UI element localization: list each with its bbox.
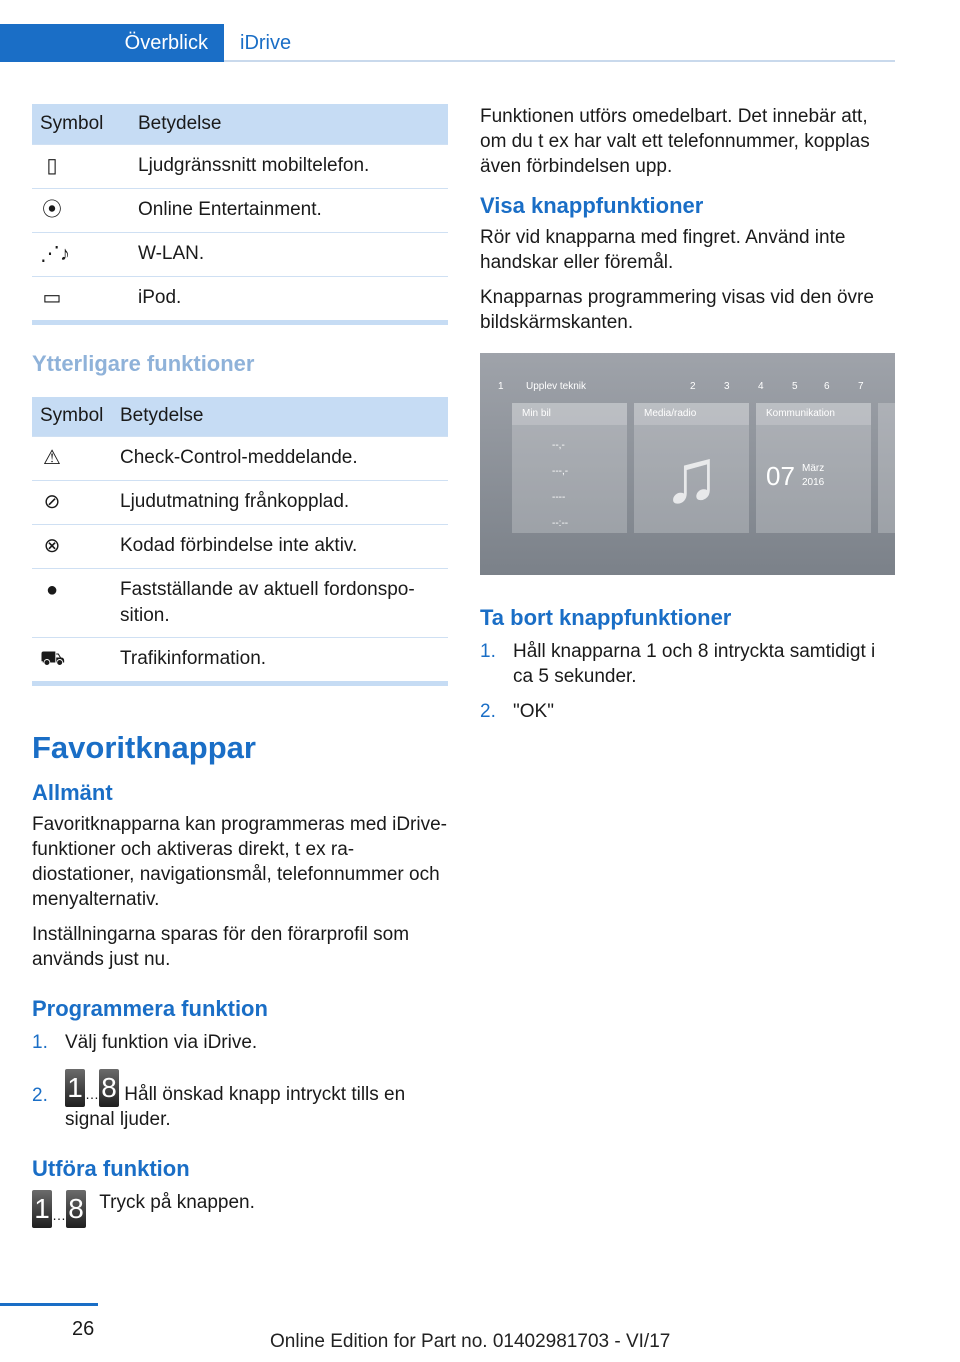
more-symbol-table	[32, 397, 448, 687]
favorites-title: Favoritknappar	[32, 730, 256, 765]
table-row: ⊘ Ljudutmatning frånkopplad.	[32, 481, 448, 525]
execute-heading: Utföra funktion	[32, 1156, 190, 1181]
symbol-table	[32, 104, 448, 325]
general-paragraph-1: Favoritknapparna kan programmeras med iDrive-funktioner och aktiveras direkt, t ex ra-diostationer, navigationsmål, telefonnummer och menyalternativ.	[32, 814, 447, 910]
online-entertainment-icon: ⦿	[42, 198, 62, 221]
ipod-icon: ▭	[42, 286, 62, 309]
edition-text: Online Edition for Part no. 01402981703 - VI/17	[270, 1331, 671, 1352]
warning-icon: ⚠	[43, 447, 61, 469]
header-tabs	[0, 24, 895, 62]
tile-media: Media/radio ♫	[634, 403, 749, 533]
col-symbol-header: Symbol	[32, 397, 112, 437]
favorite-key-1-icon: 1	[65, 1069, 85, 1107]
phone-icon: ▯	[46, 154, 58, 177]
table-row: ⦿ Online Entertainment.	[32, 188, 448, 232]
table-row: ⋰♪ W-LAN.	[32, 232, 448, 276]
show-paragraph-1: Rör vid knapparna med fingret. Använd inte handskar eller föremål.	[480, 227, 846, 273]
table-row: ⛟ Trafikinformation.	[32, 638, 448, 684]
footer-rule	[0, 1303, 98, 1306]
table-row: ⊗ Kodad förbindelse inte aktiv.	[32, 525, 448, 569]
remove-steps	[480, 639, 896, 724]
table-row: ⚠ Check-Control-meddelande.	[32, 437, 448, 481]
table-row: ● Fastställande av aktuell fordonspo-sition.	[32, 569, 448, 638]
tab-idrive[interactable]: iDrive	[240, 32, 292, 54]
favorite-key-1-icon: 1	[32, 1190, 52, 1228]
tile-partial	[878, 403, 895, 533]
favorite-key-8-icon: 8	[66, 1190, 86, 1228]
favorite-bar: 1 Upplev teknik 2 3 4 5 6 7	[498, 381, 864, 392]
music-note-icon: ♫	[663, 434, 720, 519]
list-item: 2. "OK"	[480, 701, 554, 722]
traffic-icon: ⛟	[40, 648, 66, 670]
list-item: 1. Välj funktion via iDrive.	[32, 1032, 258, 1053]
list-item: 2. 1 …8 Håll önskad knapp intryckt tills en signal ljuder.	[32, 1069, 448, 1132]
show-heading: Visa knappfunktioner	[480, 193, 704, 218]
right-column	[480, 104, 896, 734]
program-steps	[32, 1030, 448, 1132]
general-paragraph-2: Inställningarna sparas för den förarprofil som används just nu.	[32, 924, 410, 970]
idrive-screen-image	[480, 353, 895, 575]
general-heading: Allmänt	[32, 780, 113, 805]
more-functions-heading: Ytterligare funktioner	[32, 350, 255, 376]
show-paragraph-2: Knapparnas programmering visas vid den övre bildskärmskanten.	[480, 287, 874, 333]
encryption-off-icon: ⊗	[43, 535, 61, 557]
mute-icon: ⊘	[43, 491, 61, 513]
program-heading: Programmera funktion	[32, 996, 268, 1021]
table-row: ▭ iPod.	[32, 276, 448, 322]
result-paragraph: Funktionen utförs omedelbart. Det innebär att, om du t ex har valt ett telefonnummer, kopplas även förbindelsen upp.	[480, 106, 870, 177]
execute-row: 1 …8 Tryck på knappen.	[32, 1190, 448, 1228]
tile-communication: Kommunikation 07 März 2016	[756, 403, 871, 533]
col-symbol-header: Symbol	[32, 104, 130, 144]
page-number: 26	[72, 1318, 95, 1340]
list-item: 1. Håll knapparna 1 och 8 intryckta samtidigt i ca 5 sekunder.	[480, 641, 876, 687]
col-meaning-header: Betydelse	[130, 104, 448, 144]
col-meaning-header: Betydelse	[112, 397, 448, 437]
wlan-icon: ⋰♪	[40, 242, 70, 265]
tile-my-car: Min bil --,- ---,- ---- --:--	[512, 403, 627, 533]
position-icon: ●	[45, 579, 59, 601]
tab-overview[interactable]: Överblick	[0, 24, 224, 62]
table-row: ▯ Ljudgränssnitt mobiltelefon.	[32, 144, 448, 188]
remove-heading: Ta bort knappfunktioner	[480, 605, 732, 630]
favorite-key-8-icon: 8	[99, 1069, 119, 1107]
left-column	[32, 104, 448, 1228]
